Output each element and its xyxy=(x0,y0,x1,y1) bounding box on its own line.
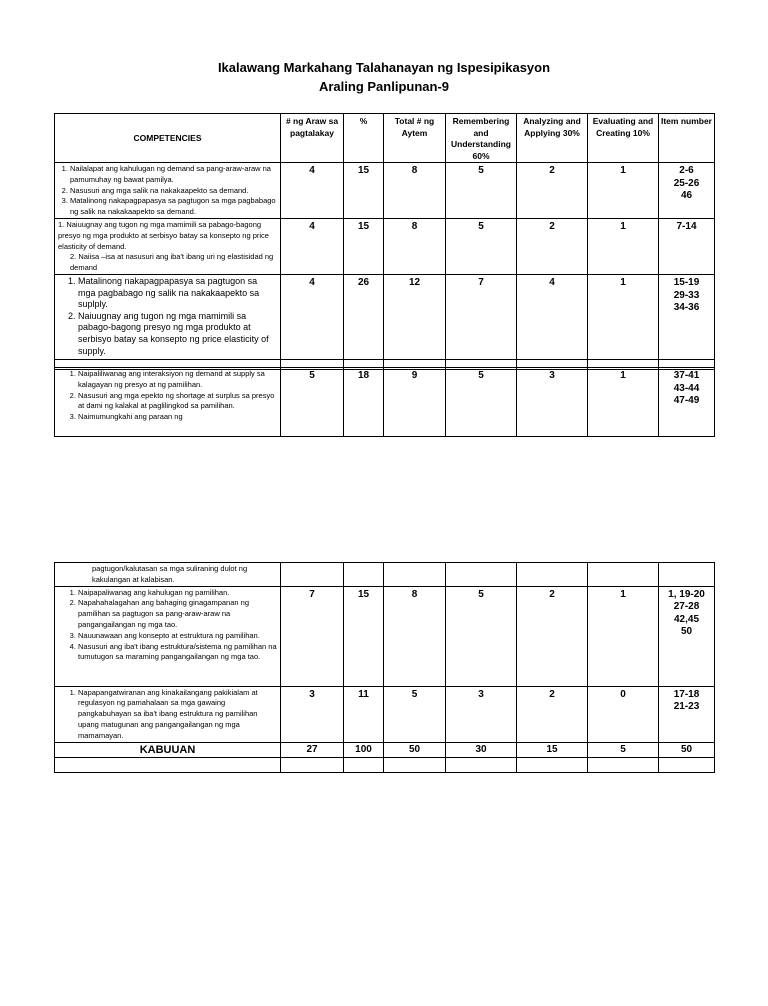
item-number: 17-18 xyxy=(673,688,700,700)
table-row xyxy=(55,163,715,219)
header-remembering: Remembering and Understanding 60% xyxy=(446,114,517,163)
analyzing-cell: 2 xyxy=(517,163,588,219)
competency-item: 1. Naipapaliwanag ang kahulugan ng pamilihan. xyxy=(78,588,277,599)
analyzing-cell: 4 xyxy=(517,275,588,360)
percent-cell: 26 xyxy=(344,275,384,360)
competency-item: 1. Naipaliliwanag ang interaksiyon ng demand at supply sa kalagayan ng presyo at ng pamilihan. xyxy=(78,369,277,391)
item-number-cell xyxy=(659,686,715,742)
item-number: 21-23 xyxy=(673,701,700,713)
remembering-cell: 7 xyxy=(446,275,517,360)
competencies-cell xyxy=(55,163,281,219)
analyzing-cell: 2 xyxy=(517,586,588,686)
competency-item: 2. Naiuugnay ang tugon ng mga mamimili sa pabago-bagong presyo ng mga produkto at serbisyo batay sa konsepto ng price elasticity of supply. xyxy=(78,311,277,357)
competency-item: 2. Napahahalagahan ang bahaging ginagampanan ng pamilihan sa pagtugon sa pang-araw-araw na pangangailangan ng mga tao. xyxy=(78,598,277,630)
competencies-cell xyxy=(55,563,281,587)
total-items-cell: 8 xyxy=(384,163,446,219)
competencies-cell xyxy=(55,686,281,742)
specification-table-part-2 xyxy=(54,367,715,437)
competency-item: 3. Naimumungkahi ang paraan ng xyxy=(78,412,277,423)
totals-label: KABUUAN xyxy=(55,742,281,757)
totals-row xyxy=(55,742,715,757)
total-items: 50 xyxy=(384,742,446,757)
analyzing-cell: 2 xyxy=(517,219,588,275)
item-number: 27-28 xyxy=(673,601,700,613)
item-number-cell xyxy=(659,586,715,686)
days-cell: 4 xyxy=(281,163,344,219)
percent-cell: 11 xyxy=(344,686,384,742)
remembering-cell: 5 xyxy=(446,163,517,219)
days-cell: 7 xyxy=(281,586,344,686)
competency-item: 1. Matalinong nakapagpapasya sa pagtugon sa mga pagbabago ng salik na nakakaapekto sa suplply. xyxy=(78,276,277,311)
item-number: 47-49 xyxy=(673,395,700,406)
total-items-cell: 12 xyxy=(384,275,446,360)
header-percent: % xyxy=(344,114,384,163)
specification-table-part-1 xyxy=(54,113,715,370)
item-number: 37-41 xyxy=(673,370,700,381)
percent-cell: 15 xyxy=(344,586,384,686)
specification-table-part-3 xyxy=(54,562,715,773)
item-number: 1, 19-20 xyxy=(668,588,705,600)
evaluating-cell: 1 xyxy=(588,275,659,360)
header-row xyxy=(55,114,715,163)
evaluating-cell: 1 xyxy=(588,219,659,275)
competency-item: 4. Nasusuri ang iba't ibang estruktura/sistema ng pamilihan na tumutugon sa maraming pangangailangan ng mga tao. xyxy=(78,642,277,664)
header-competencies: COMPETENCIES xyxy=(55,114,281,163)
table-row xyxy=(55,219,715,275)
days-cell: 4 xyxy=(281,219,344,275)
item-number: 50 xyxy=(680,626,693,638)
competency-item: 3. Nauunawaan ang konsepto at estruktura ng pamilihan. xyxy=(78,631,277,642)
competency-item: 3. Matalinong nakapagpapasya sa pagtugon sa mga pagbabago ng salik na nakakaapekto sa demand. xyxy=(70,196,277,218)
item-number: 29-33 xyxy=(673,289,700,301)
evaluating-cell: 1 xyxy=(588,163,659,219)
percent-cell: 15 xyxy=(344,163,384,219)
competency-item: 2. Nasusuri ang mga salik na nakakaapekto sa demand. xyxy=(70,186,277,197)
percent-cell: 15 xyxy=(344,219,384,275)
days-cell: 5 xyxy=(281,368,344,437)
total-items-cell: 8 xyxy=(384,586,446,686)
table-row xyxy=(55,368,715,437)
competency-item: 1. Naiuugnay ang tugon ng mga mamimili sa pabago-bagong presyo ng mga produkto at serbisyo batay sa konsepto ng price elasticity of demand. xyxy=(58,220,269,251)
total-items-cell: 9 xyxy=(384,368,446,437)
document-subtitle: Araling Panlipunan-9 xyxy=(318,79,449,94)
item-number: 34-36 xyxy=(673,302,700,313)
header-analyzing: Analyzing and Applying 30% xyxy=(517,114,588,163)
total-analyzing: 15 xyxy=(517,742,588,757)
competency-continuation: pagtugon/kalutasan sa mga suliraning dulot ng kakulangan at kalabisan. xyxy=(92,564,248,584)
total-item-number: 50 xyxy=(659,742,715,757)
table-row xyxy=(55,686,715,742)
header-total-items: Total # ng Aytem xyxy=(384,114,446,163)
remembering-cell: 5 xyxy=(446,219,517,275)
total-remembering: 30 xyxy=(446,742,517,757)
competency-item: 1. Nailalapat ang kahulugan ng demand sa pang-araw-araw na pamumuhay ng bawat pamilya. xyxy=(70,164,277,186)
remembering-cell: 5 xyxy=(446,586,517,686)
table-row xyxy=(55,275,715,360)
document-title: Ikalawang Markahang Talahanayan ng Ispesipikasyon xyxy=(217,60,551,75)
total-items-cell: 8 xyxy=(384,219,446,275)
item-number: 2-6 xyxy=(679,165,694,176)
item-number-cell xyxy=(659,163,715,219)
item-number: 42,45 xyxy=(673,613,700,625)
days-cell: 3 xyxy=(281,686,344,742)
percent-cell: 18 xyxy=(344,368,384,437)
item-number: 7-14 xyxy=(676,221,697,232)
competency-item: 2. Nasusuri ang mga epekto ng shortage at surplus sa presyo at dami ng kalakal at paglilingkod sa pamilihan. xyxy=(78,391,277,413)
analyzing-cell: 2 xyxy=(517,686,588,742)
header-item-number: Item number xyxy=(659,114,715,163)
competencies-cell xyxy=(55,368,281,437)
header-evaluating: Evaluating and Creating 10% xyxy=(588,114,659,163)
competencies-cell xyxy=(55,275,281,360)
analyzing-cell: 3 xyxy=(517,368,588,437)
evaluating-cell: 1 xyxy=(588,586,659,686)
header-days: # ng Araw sa pagtalakay xyxy=(281,114,344,163)
remembering-cell: 5 xyxy=(446,368,517,437)
table-row xyxy=(55,586,715,686)
remembering-cell: 3 xyxy=(446,686,517,742)
item-number-cell xyxy=(659,275,715,360)
item-number: 46 xyxy=(680,190,693,201)
competency-item: 2. Naiisa –isa at nasusuri ang iba't ibang uri ng elastisidad ng demand xyxy=(70,252,274,273)
total-percent: 100 xyxy=(344,742,384,757)
competencies-cell xyxy=(55,219,281,275)
competencies-cell xyxy=(55,586,281,686)
days-cell: 4 xyxy=(281,275,344,360)
competency-item: 1. Napapangatwiranan ang kinakailangang pakikialam at regulasyon ng pamahalaan sa mga gawaing pangkabuhayan sa iba't ibang estruktura ng pamilihan upang matugunan ang pangangailangan ng mga mamamayan. xyxy=(78,688,277,742)
table-row-continuation xyxy=(55,563,715,587)
item-number: 15-19 xyxy=(673,277,700,288)
total-days: 27 xyxy=(281,742,344,757)
empty-row xyxy=(55,757,715,772)
total-items-cell: 5 xyxy=(384,686,446,742)
evaluating-cell: 0 xyxy=(588,686,659,742)
evaluating-cell: 1 xyxy=(588,368,659,437)
item-number-cell xyxy=(659,219,715,275)
item-number-cell xyxy=(659,368,715,437)
item-number: 43-44 xyxy=(673,382,700,394)
item-number: 25-26 xyxy=(673,177,700,189)
total-evaluating: 5 xyxy=(588,742,659,757)
